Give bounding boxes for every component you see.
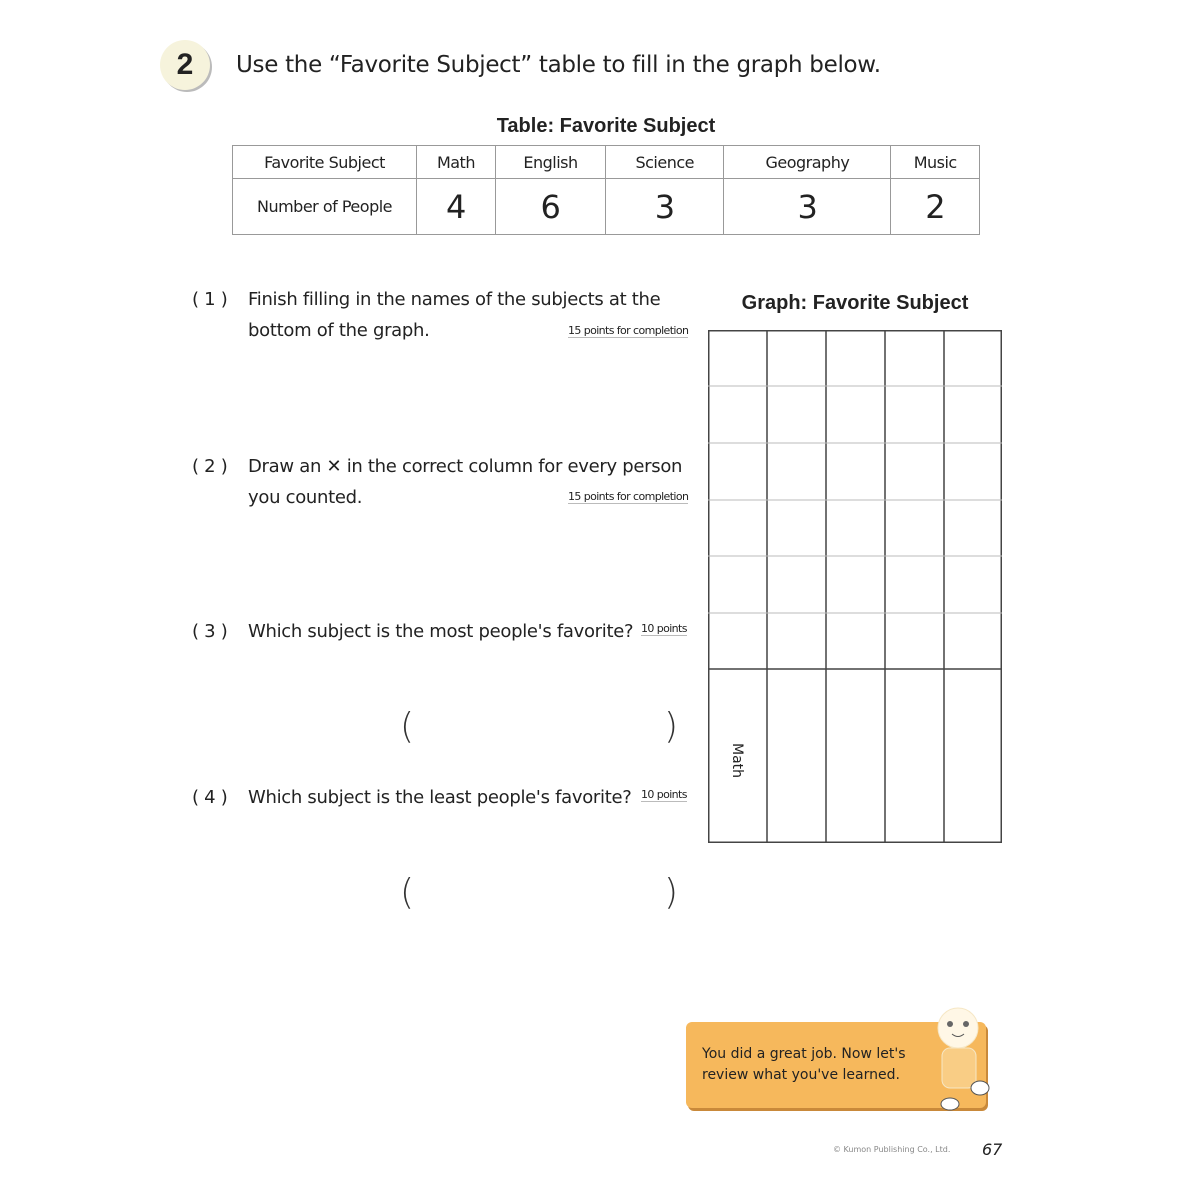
subject-cell: English	[495, 146, 605, 179]
question-label: ( 4 )	[192, 787, 228, 808]
graph-label-math: Math	[729, 743, 745, 779]
graph-title: Graph: Favorite Subject	[741, 292, 969, 314]
count-cell: 6	[495, 179, 605, 235]
points-label: 10 points	[641, 622, 687, 635]
question-label: ( 3 )	[192, 621, 228, 642]
count-cell: 3	[724, 179, 891, 235]
subject-cell: Math	[417, 146, 496, 179]
page-number: 67	[982, 1140, 1003, 1159]
answer-paren-open: (	[400, 872, 415, 913]
question-text: Which subject is the least people's favorite?	[248, 787, 632, 808]
question-4	[192, 782, 632, 813]
points-label: 15 points for completion	[568, 324, 689, 337]
points-label: 15 points for completion	[568, 490, 689, 503]
question-label: ( 1 )	[192, 289, 228, 310]
count-cell: 3	[606, 179, 724, 235]
question-text: Which subject is the most people's favorite?	[248, 621, 634, 642]
answer-paren-open: (	[400, 706, 415, 747]
problem-number: 2	[160, 40, 210, 90]
question-text: Finish filling in the names of the subjects at the	[248, 289, 661, 310]
instruction: Use the “Favorite Subject” table to fill in the graph below.	[236, 52, 881, 78]
question-label: ( 2 )	[192, 456, 228, 477]
mascot-icon	[922, 1006, 1002, 1116]
count-cell: 4	[417, 179, 496, 235]
subject-cell: Geography	[724, 146, 891, 179]
answer-3-field[interactable]	[420, 712, 660, 752]
question-text: bottom of the graph.	[248, 320, 430, 341]
banner-text: You did a great job. Now let's	[702, 1046, 906, 1062]
answer-4-field[interactable]	[420, 878, 660, 918]
banner-text: review what you've learned.	[702, 1067, 900, 1083]
copyright: © Kumon Publishing Co., Ltd.	[833, 1145, 951, 1154]
question-text: Draw an ✕ in the correct column for every person	[248, 456, 683, 477]
subject-cell: Music	[891, 146, 980, 179]
graph-grid[interactable]	[708, 330, 1002, 843]
points-label: 10 points	[641, 788, 687, 801]
answer-paren-close: )	[664, 706, 679, 747]
answer-paren-close: )	[664, 872, 679, 913]
question-3	[192, 616, 633, 647]
count-cell: 2	[891, 179, 980, 235]
table-title: Table: Favorite Subject	[496, 115, 716, 137]
favorite-subject-table	[232, 145, 980, 235]
row-header: Favorite Subject	[233, 146, 417, 179]
row-header: Number of People	[233, 179, 417, 235]
encouragement-banner	[686, 1022, 986, 1108]
subject-cell: Science	[606, 146, 724, 179]
question-text: you counted.	[248, 487, 363, 508]
